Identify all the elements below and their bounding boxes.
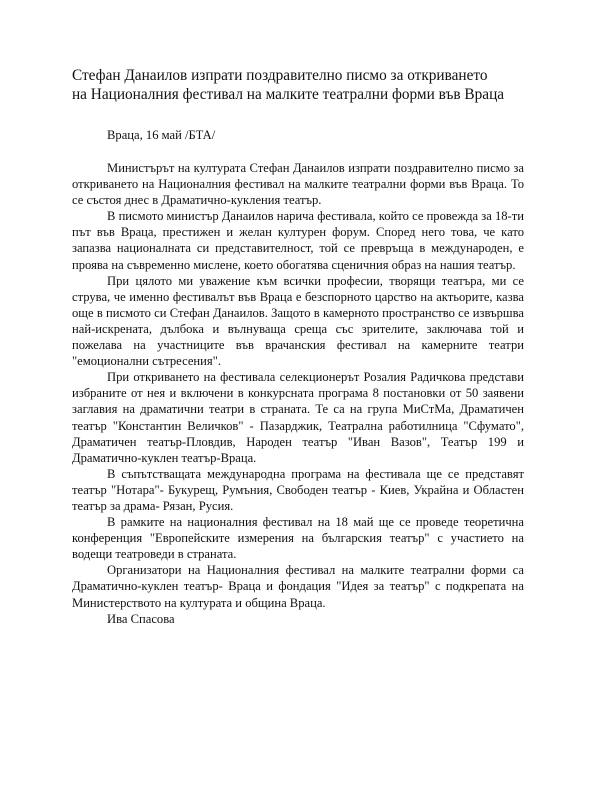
paragraph: Министърът на културата Стефан Данаилов изпрати поздравително писмо за откриването на Националния фестивал на малките театрални форми във Враца. То се състоя днес в Драматично-кукления театър. — [72, 161, 524, 208]
article-title — [72, 66, 542, 104]
author-signature: Ива Спасова — [107, 611, 175, 626]
paragraph: При откриването на фестивала селекционерът Розалия Радичкова представи избраните от нея и включени в конкурсната програма 8 постановки от 50 заявени заглавия на драматични театри в страната. Те са на група МиСтМа, Драматичен театър "Константин Величков" - Пазарджик, Театрална работилница "Сфумато", Драматичен театър-Пловдив, Народен театър "Иван Вазов", Театър 199 и Драматично-куклен театър-Враца. — [72, 370, 524, 465]
title-line-1: Стефан Данаилов изпрати поздравително писмо за откриването — [72, 67, 488, 84]
paragraph: В писмото министър Данаилов нарича фестивала, който се провежда за 18-ти път във Враца, престижен и желан културен форум. Според него това, че като запазва националната си представителност, той се превръща в международен, е проява на съвременно мислене, което обогатява сценичния образ на нашия театър. — [72, 209, 524, 272]
paragraph: В рамките на националния фестивал на 18 май ще се проведе теоретична конференция "Европейските измерения на българския театър" с участието на водещи театроведи в страната. — [72, 515, 524, 562]
paragraph: Организатори на Националния фестивал на малките театрални форми са Драматично-куклен театър- Враца и фондация "Идея за театър" с подкрепата на Министерството на културата и община Враца. — [72, 563, 524, 610]
title-line-2: на Националния фестивал на малките театрални форми във Враца — [72, 86, 505, 103]
paragraph: В съпътстващата международна програма на фестивала ще се представят театър "Нотара"- Букурещ, Румъния, Свободен театър - Киев, Украйна и Областен театър за драма- Рязан, Русия. — [72, 466, 524, 513]
dateline: Враца, 16 май /БТА/ — [107, 128, 216, 142]
article-body — [72, 160, 524, 627]
paragraph: При цялото ми уважение към всички професии, творящи театъра, ми се струва, че именно фестивалът във Враца е безспорното царство на актьорите, казва още в писмото си Стефан Данаилов. Защото в камерното пространство се извършва най-искрената, дълбока и вълнуваща среща със зрителите, заключава той и пожелава на участниците във врачанския фестивал на камерните театри "емоционални сътресения". — [72, 273, 524, 369]
